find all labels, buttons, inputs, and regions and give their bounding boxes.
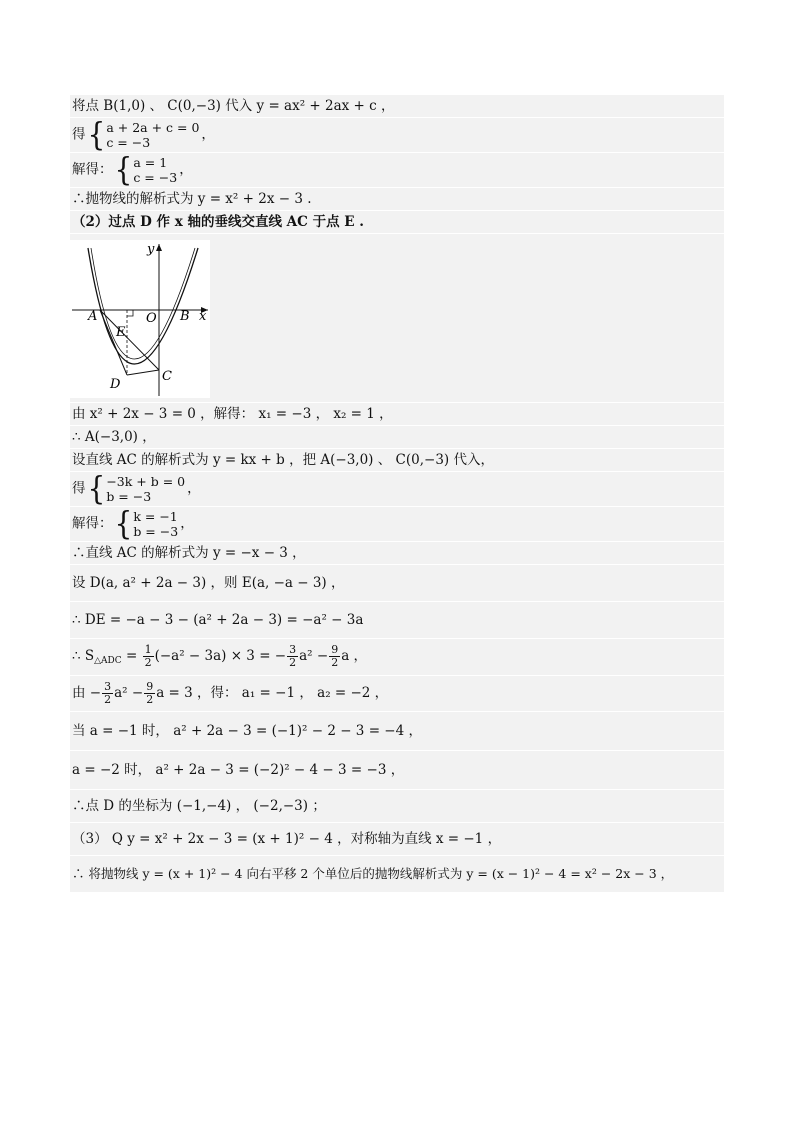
text-l10-prefix: 解得： xyxy=(72,515,113,532)
text-l12: 设 D(a, a² + 2a − 3) ，则 E(a, −a − 3) ， xyxy=(72,575,345,591)
text-l4: ∴抛物线的解析式为 y = x² + 2x − 3 . xyxy=(72,191,312,207)
line-dc xyxy=(127,370,159,375)
fraction-numerator: 3 xyxy=(289,643,297,656)
parabola-graph xyxy=(70,240,210,398)
line-part-3 xyxy=(70,823,724,855)
text-l15b: a² − xyxy=(114,685,144,701)
text-l15a: 由 − xyxy=(72,685,102,701)
equation-system-2 xyxy=(115,155,178,185)
line-solution-1 xyxy=(70,153,724,187)
text-l3-prefix: 解得： xyxy=(72,161,113,178)
line-part-2 xyxy=(70,211,724,233)
line-ac-expression xyxy=(70,542,724,564)
equation-system-1 xyxy=(88,120,200,150)
text-l7: ∴ A(−3,0) ， xyxy=(72,429,156,445)
text-l5: （2）过点 D 作 x 轴的垂线交直线 AC 于点 E . xyxy=(72,214,364,230)
fraction xyxy=(329,644,340,669)
text-l11: ∴直线 AC 的解析式为 y = −x − 3 ， xyxy=(72,545,306,561)
line-solution-2 xyxy=(70,507,724,541)
system-row: b = −3 xyxy=(133,524,179,539)
text-l14c: (−a² − 3a) × 3 = − xyxy=(154,648,287,664)
fraction-numerator: 3 xyxy=(104,680,112,693)
fraction-denominator: 2 xyxy=(104,693,112,706)
system-row: c = −3 xyxy=(133,170,178,185)
brace-icon: { xyxy=(114,507,133,541)
fraction xyxy=(287,644,298,669)
fraction-denominator: 2 xyxy=(146,693,154,706)
text-l9-suffix: ， xyxy=(187,480,201,497)
fraction xyxy=(102,681,113,706)
label-y: y xyxy=(147,242,155,257)
brace-icon: { xyxy=(87,118,106,152)
fraction xyxy=(143,644,154,669)
line-case-1 xyxy=(70,712,724,750)
fraction xyxy=(144,681,155,706)
fraction-numerator: 9 xyxy=(146,680,154,693)
text-l9-prefix: 得 xyxy=(72,480,86,497)
text-l2-prefix: 得 xyxy=(72,126,86,143)
line-de-length xyxy=(70,602,724,638)
parabola-figure xyxy=(70,240,210,398)
line-set-d xyxy=(70,565,724,601)
line-ad xyxy=(100,310,127,375)
line-d-coordinates xyxy=(70,790,724,822)
solution-column xyxy=(70,95,724,893)
text-l16: 当 a = −1 时， a² + 2a − 3 = (−1)² − 2 − 3 = −4 ， xyxy=(72,723,422,739)
label-x: x xyxy=(199,309,207,324)
parabola-curve xyxy=(88,248,198,364)
label-e: E xyxy=(116,325,126,340)
system-row: b = −3 xyxy=(106,489,152,504)
system-row: a + 2a + c = 0 xyxy=(106,120,200,135)
label-o: O xyxy=(146,311,157,326)
fraction-numerator: 9 xyxy=(331,643,339,656)
text-l3-suffix: ， xyxy=(179,161,193,178)
text-l2-suffix: ， xyxy=(201,126,215,143)
line-substitute-points xyxy=(70,95,724,117)
line-translation xyxy=(70,856,724,892)
equation-system-4 xyxy=(115,509,179,539)
text-l14d: a² − xyxy=(299,648,329,664)
parabola-curve-inner xyxy=(91,248,195,359)
text-l6: 由 x² + 2x − 3 = 0 ，解得： x₁ = −3 ， x₂ = 1 ， xyxy=(72,406,393,422)
system-row: k = −1 xyxy=(133,509,178,524)
system-row: −3k + b = 0 xyxy=(106,474,186,489)
line-set-ac xyxy=(70,449,724,471)
label-d: D xyxy=(110,377,121,392)
brace-icon: { xyxy=(114,153,133,187)
text-l1: 将点 B(1,0) 、 C(0,−3) 代入 y = ax² + 2ax + c ， xyxy=(72,98,395,114)
text-l18: ∴点 D 的坐标为 (−1,−4) ， (−2,−3) ； xyxy=(72,798,326,814)
figure-row xyxy=(70,234,724,402)
text-l20: ∴ 将抛物线 y = (x + 1)² − 4 向右平移 2 个单位后的抛物线解析式为 y = (x − 1)² − 4 = x² − 2x − 3 ， xyxy=(72,866,674,881)
fraction-denominator: 2 xyxy=(289,656,297,669)
text-l14a: ∴ S xyxy=(72,648,95,664)
line-point-a xyxy=(70,426,724,448)
text-l10-suffix: ， xyxy=(180,515,194,532)
label-c: C xyxy=(162,369,172,384)
label-a: A xyxy=(88,309,98,324)
fraction-denominator: 2 xyxy=(144,656,152,669)
text-l15c: a = 3 ，得： a₁ = −1 ， a₂ = −2 ， xyxy=(156,685,389,701)
text-l17: a = −2 时， a² + 2a − 3 = (−2)² − 4 − 3 = −3 ， xyxy=(72,762,405,778)
text-l19: （3） Q y = x² + 2x − 3 = (x + 1)² − 4 ，对称轴为直线 x = −1 ， xyxy=(72,831,502,847)
text-l14b: = xyxy=(121,648,142,664)
line-system-3 xyxy=(70,472,724,506)
text-l14e: a ， xyxy=(341,648,368,664)
y-axis-arrow-icon xyxy=(156,244,162,251)
text-l8: 设直线 AC 的解析式为 y = kx + b ，把 A(−3,0) 、 C(0,−3) 代入， xyxy=(72,452,494,468)
area-subscript: △ADC xyxy=(94,656,122,666)
right-angle-mark-icon xyxy=(127,310,133,316)
brace-icon: { xyxy=(87,472,106,506)
fraction-numerator: 1 xyxy=(144,643,152,656)
fraction-denominator: 2 xyxy=(331,656,339,669)
line-solve-area xyxy=(70,676,724,711)
system-row: c = −3 xyxy=(106,135,151,150)
label-b: B xyxy=(180,309,190,324)
line-solve-quadratic xyxy=(70,403,724,425)
equation-system-3 xyxy=(88,474,186,504)
system-row: a = 1 xyxy=(133,155,168,170)
line-parabola-expression xyxy=(70,188,724,210)
line-case-2 xyxy=(70,751,724,789)
line-area xyxy=(70,639,724,675)
text-l13: ∴ DE = −a − 3 − (a² + 2a − 3) = −a² − 3a xyxy=(72,612,364,628)
line-system-1 xyxy=(70,118,724,152)
